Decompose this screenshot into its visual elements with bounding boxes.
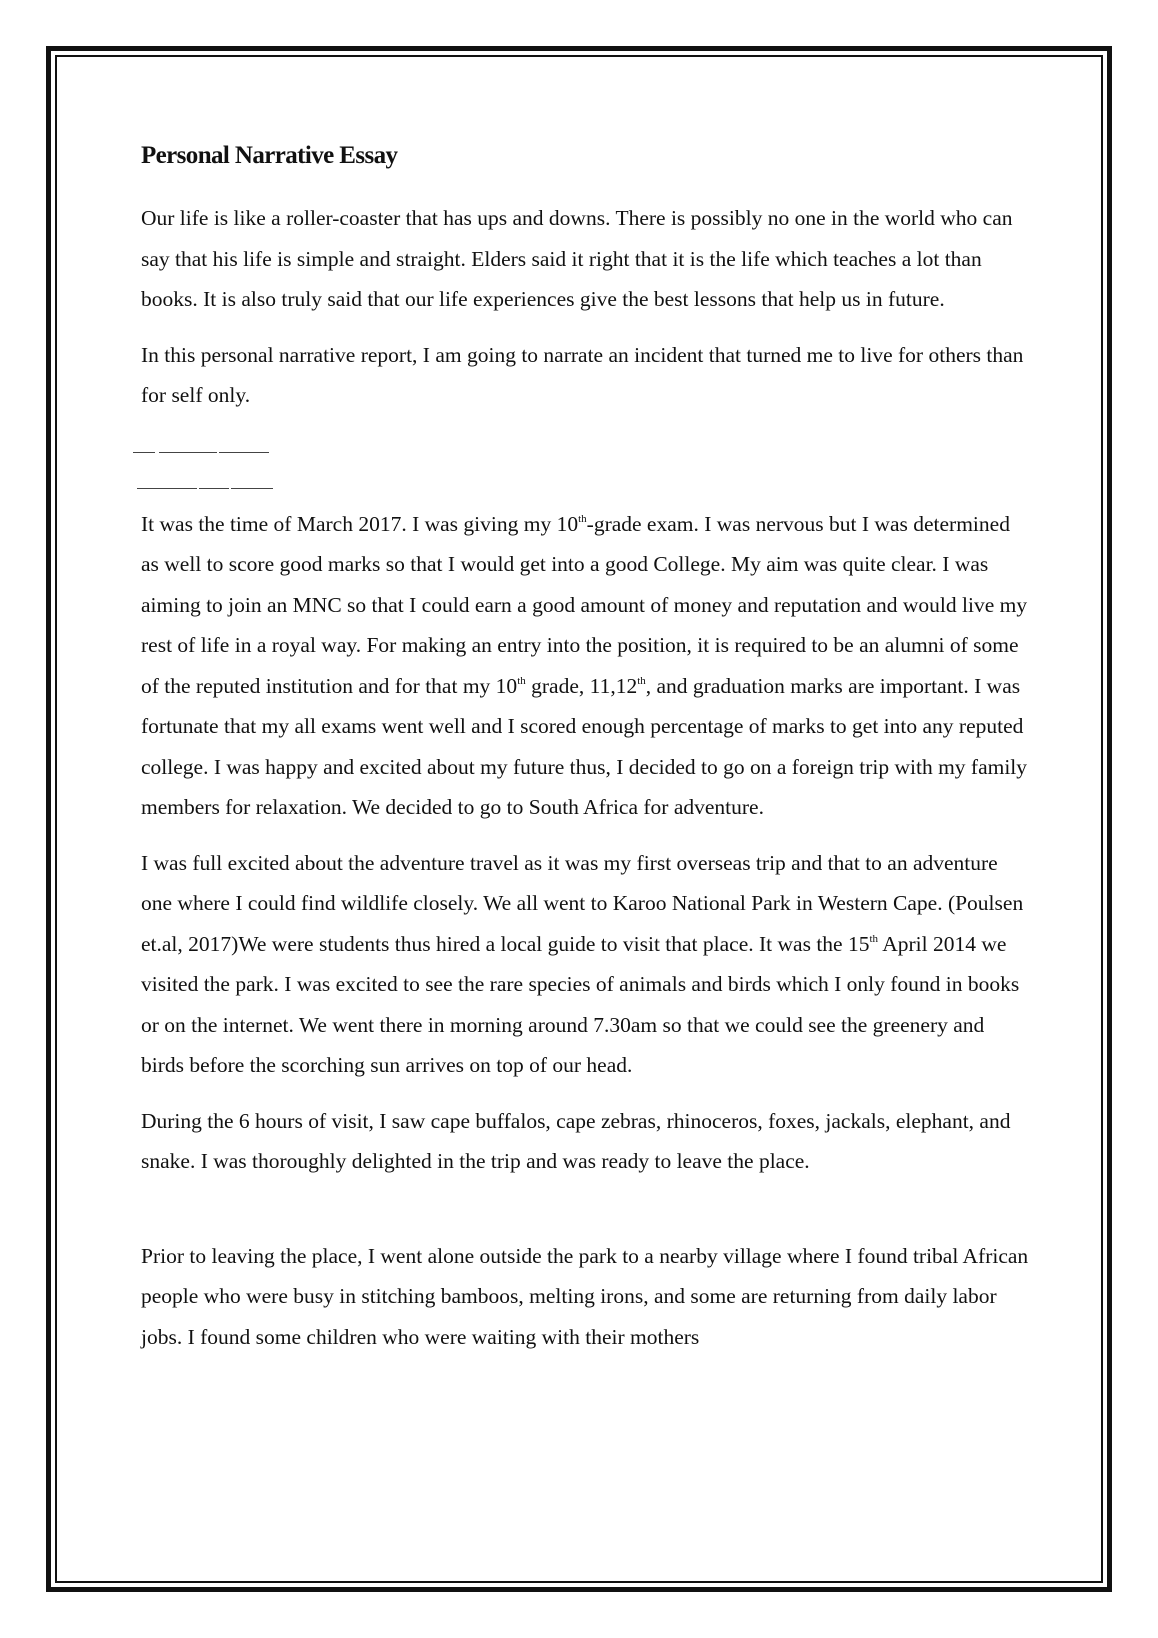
paragraph-exam-text-3: grade, 11,12 (525, 673, 638, 698)
separator-lines (133, 416, 1031, 504)
superscript-th: th (578, 512, 587, 525)
paragraph-visit: During the 6 hours of visit, I saw cape buffalos, cape zebras, rhinoceros, foxes, jackals, elephant, and snake. I was thoroughly delighted in the trip and was ready to leave the place. (141, 1108, 1011, 1173)
paragraph-trip-text-2: April 2014 we visited the park. I was excited to see the rare species of animals and birds which I only found in books or on the internet. We went there in morning around 7.30am so that we could see the greenery and birds before the scorching sun arrives on top of our head. (141, 931, 1020, 1077)
paragraph-exam-text-2: -grade exam. I was nervous but I was determined as well to score good marks so that I would get into a good College. My aim was quite clear. I was aiming to join an MNC so that I could earn a good amount of money and reputation and would live my rest of life in a royal way. For making an entry into the position, it is required to be an alumni of some of the reputed institution and for that my 10 (141, 511, 1028, 698)
paragraph-intro: Our life is like a roller-coaster that has ups and downs. There is possibly no one in the world who can say that his life is simple and straight. Elders said it right that it is the life which teaches a lot than books. It is also truly said that our life experiences give the best lessons that help us in future. (141, 206, 1013, 311)
paragraph-trip-text-1: I was full excited about the adventure travel as it was my first overseas trip and that to an adventure one where I could find wildlife closely. We all went to Karoo National Park in Western Cape. (Poulsen et.al, 2017)We were students thus hired a local guide to visit that place. It was the 15 (141, 850, 1024, 956)
paragraph-purpose: In this personal narrative report, I am going to narrate an incident that turned me to live for others than for self only. (141, 342, 1024, 407)
blank-line (141, 1197, 1031, 1236)
paragraph-exam-text-1: It was the time of March 2017. I was giving my 10 (141, 511, 579, 536)
document-body (141, 136, 1031, 1372)
paragraph-exam (141, 504, 1031, 828)
superscript-th: th (517, 674, 526, 687)
superscript-th: th (637, 674, 646, 687)
separator-line-2 (137, 488, 273, 490)
document-title: Personal Narrative Essay (141, 142, 398, 169)
superscript-th: th (869, 932, 879, 945)
paragraph-village: Prior to leaving the place, I went alone outside the park to a nearby village where I found tribal African people who were busy in stitching bamboos, melting irons, and some are returning from daily labor jobs. I found some children who were waiting with their mothers (141, 1243, 1029, 1349)
separator-line-1 (133, 452, 269, 454)
paragraph-exam-text-4: , and graduation marks are important. I was fortunate that my all exams went well and I scored enough percentage of marks to get into any reputed college. I was happy and excited about my future thus, I decided to go on a foreign trip with my family members for relaxation. We decided to go to South Africa for adventure. (141, 673, 1028, 819)
paragraph-trip (141, 843, 1031, 1086)
